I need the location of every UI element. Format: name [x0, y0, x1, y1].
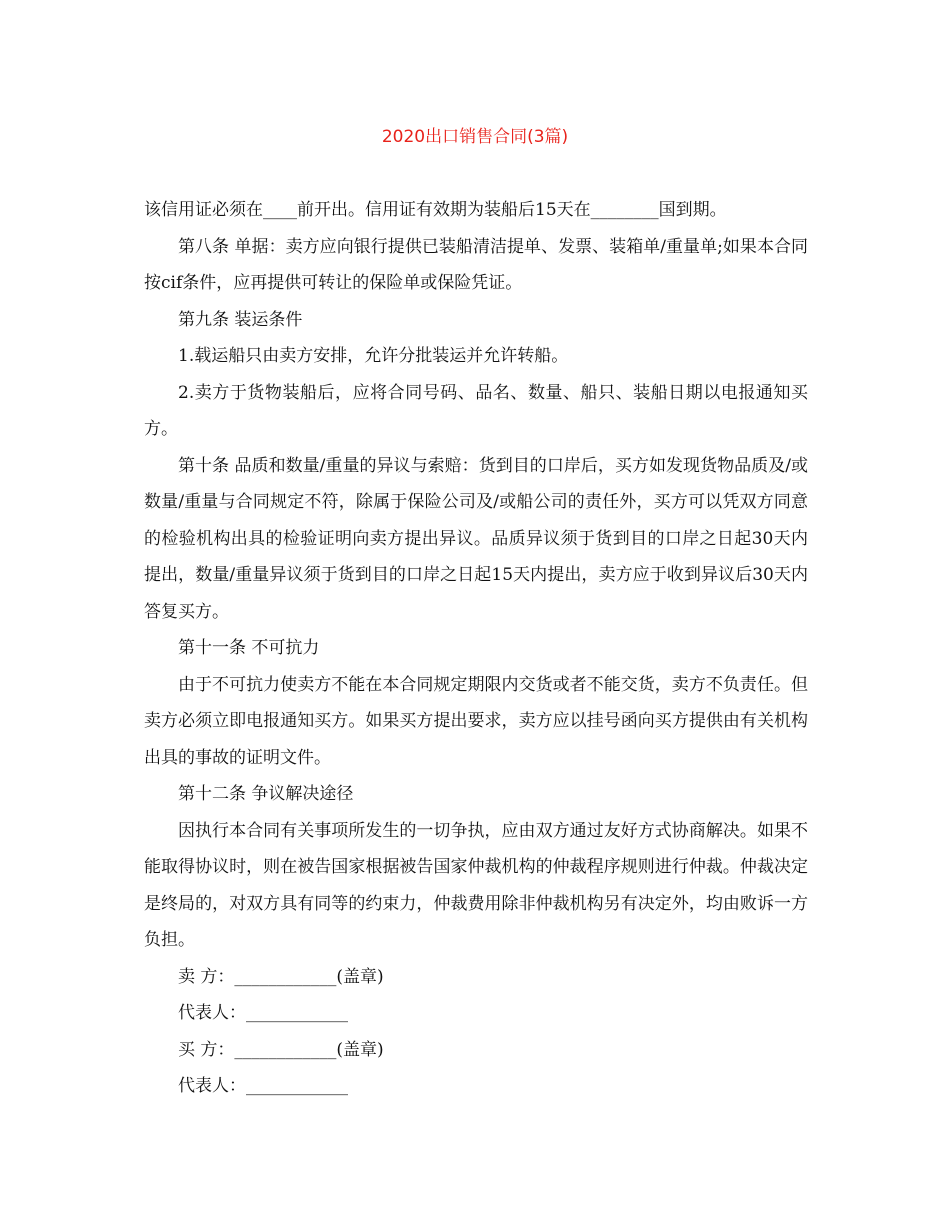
signature-buyer: 买 方：____________(盖章)	[178, 1039, 384, 1060]
paragraph-article-10-claims: 第十条 品质和数量/重量的异议与索赔：货到目的口岸后，买方如发现货物品质及/或数量/重量与合同规定不符，除属于保险公司及/或船公司的责任外，买方可以凭双方同意的检验机构出具的检验证明向卖方提出异议。品质异议须于货到目的口岸之日起30天内提出，数量/重量异议须于货到目的口岸之日起15天内提出，卖方应于收到异议后30天内答复买方。	[144, 455, 808, 622]
heading-article-9-shipment: 第九条 装运条件	[178, 309, 303, 330]
document-title: 2020出口销售合同(3篇)	[381, 127, 569, 147]
heading-article-11-force-majeure: 第十一条 不可抗力	[178, 638, 320, 658]
paragraph-article-9-item-2: 2.卖方于货物装船后，应将合同号码、品名、数量、船只、装船日期以电报通知买方。	[144, 382, 808, 439]
paragraph-article-9-item-1: 1.载运船只由卖方安排，允许分批装运并允许转船。	[178, 346, 569, 366]
paragraph-article-12-body: 因执行本合同有关事项所发生的一切争执，应由双方通过友好方式协商解决。如果不能取得协议时，则在被告国家根据被告国家仲裁机构的仲裁程序规则进行仲裁。仲裁决定是终局的，对双方具有同等的约束力，仲裁费用除非仲裁机构另有决定外，均由败诉一方负担。	[144, 820, 808, 950]
paragraph-article-11-body: 由于不可抗力使卖方不能在本合同规定期限内交货或者不能交货，卖方不负责任。但卖方必须立即电报通知买方。如果买方提出要求，卖方应以挂号函向买方提供由有关机构出具的事故的证明文件。	[144, 674, 808, 768]
paragraph-letter-of-credit: 该信用证必须在____前开出。信用证有效期为装船后15天在________国到期。	[144, 200, 727, 220]
signature-seller-representative: 代表人：____________	[178, 1003, 348, 1023]
signature-seller: 卖 方：____________(盖章)	[178, 966, 384, 987]
paragraph-article-8-documents: 第八条 单据：卖方应向银行提供已装船清洁提单、发票、装箱单/重量单;如果本合同按cif条件，应再提供可转让的保险单或保险凭证。	[144, 236, 808, 293]
heading-article-12-disputes: 第十二条 争议解决途径	[178, 784, 354, 804]
document-body	[144, 192, 808, 1105]
signature-buyer-representative: 代表人：____________	[178, 1076, 348, 1096]
